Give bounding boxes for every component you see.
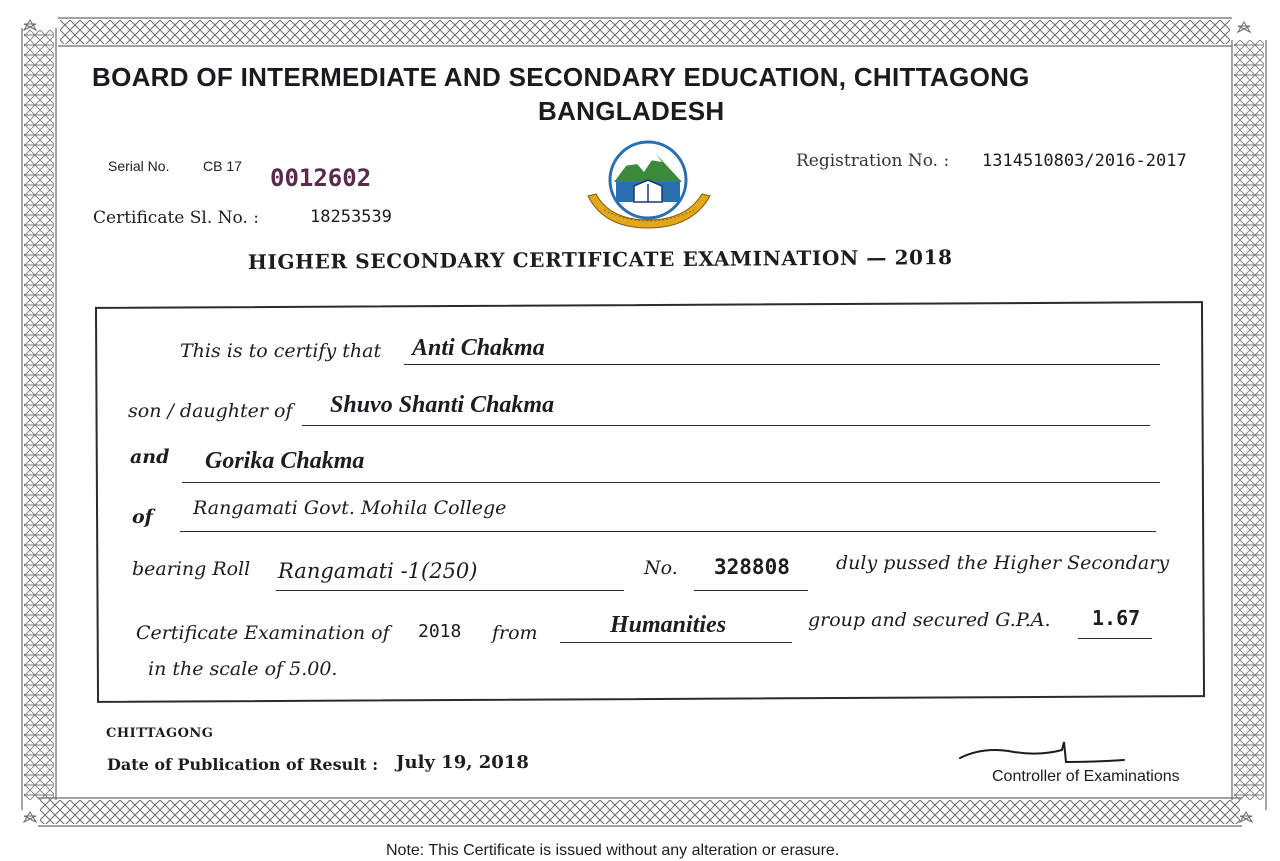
certify-label: This is to certify that [180, 340, 382, 362]
roll-value-line [276, 590, 624, 591]
publication-label: Date of Publication of Result : [107, 755, 379, 774]
mother-name: Gorika Chakma [205, 448, 365, 474]
and-label: and [130, 446, 170, 468]
controller-signature-icon [954, 740, 1134, 770]
college-name: Rangamati Govt. Mohila College [193, 497, 507, 519]
certificate-sl-value: 18253539 [310, 207, 392, 227]
gpa-value: 1.67 [1092, 606, 1141, 630]
mother-name-line [182, 482, 1160, 483]
group-text: group and secured G.P.A. [808, 609, 1051, 631]
college-line [180, 531, 1156, 532]
roll-value: Rangamati -1(250) [278, 559, 478, 583]
registration-value: 1314510803/2016-2017 [982, 151, 1187, 171]
serial-prefix: CB 17 [203, 158, 242, 174]
group-line [560, 642, 792, 643]
exam-of-label: Certificate Examination of [136, 622, 390, 644]
roll-label: bearing Roll [132, 558, 251, 580]
publication-date: July 19, 2018 [396, 752, 529, 773]
roll-no-label: No. [644, 557, 678, 579]
board-country: BANGLADESH [538, 96, 725, 126]
student-name: Anti Chakma [412, 335, 545, 361]
from-label: from [492, 622, 538, 644]
roll-number-line [694, 590, 808, 591]
parent-label: son / daughter of [128, 400, 293, 422]
board-title: BOARD OF INTERMEDIATE AND SECONDARY EDUCATION, CHITTAGONG [92, 62, 1030, 92]
student-name-line [404, 364, 1160, 365]
exam-title: HIGHER SECONDARY CERTIFICATE EXAMINATION — 2018 [247, 245, 953, 274]
footer-note: Note: This Certificate is issued without any alteration or erasure. [386, 842, 840, 859]
group-name: Humanities [610, 612, 727, 638]
of-label: of [132, 506, 153, 528]
gpa-line [1078, 638, 1152, 639]
serial-label: Serial No. [108, 158, 170, 174]
passed-text: duly pussed the Higher Secondary [836, 552, 1170, 574]
controller-label: Controller of Examinations [992, 768, 1180, 785]
serial-number: 0012602 [270, 164, 372, 192]
place-label: CHITTAGONG [106, 726, 214, 741]
father-name: Shuvo Shanti Chakma [330, 392, 555, 418]
registration-label: Registration No. : [796, 151, 950, 171]
board-logo-icon [584, 136, 714, 232]
exam-year: 2018 [418, 621, 462, 642]
certificate-sl-label: Certificate Sl. No. : [93, 208, 259, 228]
father-name-line [302, 425, 1150, 426]
scale-text: in the scale of 5.00. [148, 658, 338, 680]
roll-number: 328808 [714, 555, 790, 579]
